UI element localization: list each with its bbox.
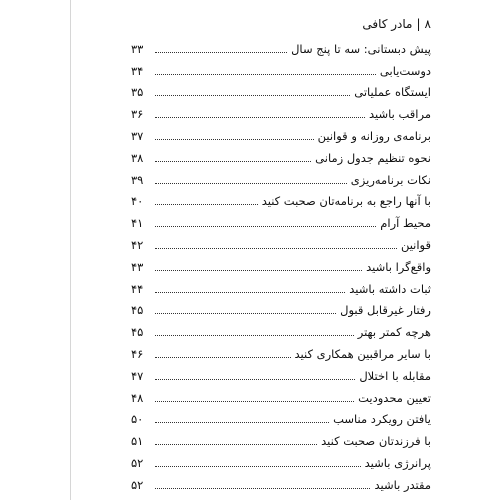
toc-entry — [131, 407, 431, 429]
toc-title: واقع‌گرا باشید — [366, 259, 431, 274]
toc-entry — [131, 145, 431, 167]
toc-entry — [131, 123, 431, 145]
toc-entry — [131, 450, 431, 472]
toc-entry — [131, 58, 431, 80]
dot-leader — [155, 444, 317, 445]
dot-leader — [155, 422, 329, 423]
toc-entry — [131, 472, 431, 494]
toc-entry — [131, 276, 431, 298]
toc-entry — [131, 363, 431, 385]
toc-page-number: ۴۵ — [131, 303, 144, 318]
toc-page-number: ۴۷ — [131, 368, 144, 383]
toc-entry — [131, 36, 431, 58]
dot-leader — [155, 183, 347, 184]
toc-title: نکات برنامه‌ریزی — [350, 172, 431, 187]
toc-page-number: ۳۶ — [131, 107, 144, 122]
toc-title: ثبات داشته باشید — [349, 281, 431, 296]
toc-page-number: ۳۷ — [131, 128, 144, 143]
toc-entry — [131, 189, 431, 211]
toc-entry — [131, 80, 431, 102]
toc-page-number: ۴۵ — [131, 325, 144, 340]
header-book-title: مادر کافی — [362, 17, 413, 31]
toc-entry — [131, 254, 431, 276]
toc-title: دوست‌یابی — [379, 63, 431, 78]
toc-title: تعیین محدودیت — [358, 390, 431, 405]
toc-page-number: ۳۳ — [131, 41, 144, 56]
toc-title: پرانرژی باشید — [364, 455, 431, 470]
dot-leader — [155, 401, 354, 402]
toc-page-number: ۳۴ — [131, 63, 144, 78]
dot-leader — [155, 226, 376, 227]
toc-title: مقتدر باشید — [374, 477, 431, 492]
book-page — [70, 0, 439, 500]
toc-page-number: ۴۱ — [131, 216, 144, 231]
toc-page-number: ۵۱ — [131, 434, 144, 449]
dot-leader — [155, 139, 314, 140]
toc-entry — [131, 210, 431, 232]
dot-leader — [155, 74, 376, 75]
toc-page-number: ۳۹ — [131, 172, 144, 187]
toc-page-number: ۴۳ — [131, 259, 144, 274]
toc-title: با سایر مراقبین همکاری کنید — [294, 346, 431, 361]
dot-leader — [155, 52, 287, 53]
dot-leader — [155, 292, 345, 293]
toc-page-number: ۳۵ — [131, 85, 144, 100]
dot-leader — [155, 357, 291, 358]
toc-title: قوانین — [400, 237, 431, 252]
toc-page-number: ۵۲ — [131, 455, 144, 470]
dot-leader — [155, 466, 361, 467]
dot-leader — [155, 161, 311, 162]
toc-entry — [131, 385, 431, 407]
toc-page-number: ۵۲ — [131, 477, 144, 492]
dot-leader — [155, 488, 370, 489]
toc-title: مراقب باشید — [369, 107, 431, 122]
toc-title: محیط آرام — [380, 216, 431, 231]
toc-page-number: ۴۲ — [131, 237, 144, 252]
dot-leader — [155, 204, 258, 205]
header-page-number: ۸ — [424, 17, 431, 31]
toc-title: نحوه تنظیم جدول زمانی — [315, 150, 431, 165]
toc-page-number: ۴۰ — [131, 194, 144, 209]
toc-page-number: ۴۶ — [131, 346, 144, 361]
toc-title: رفتار غیرقابل قبول — [340, 303, 431, 318]
toc-title: با فرزندتان صحبت کنید — [321, 434, 431, 449]
toc-title: ایستگاه عملیاتی — [354, 85, 431, 100]
toc-title: هرچه کمتر بهتر — [357, 325, 431, 340]
toc-title: پیش دبستانی: سه تا پنج سال — [291, 41, 431, 56]
table-of-contents — [131, 36, 431, 494]
dot-leader — [155, 379, 355, 380]
page-header — [362, 17, 431, 31]
toc-page-number: ۴۴ — [131, 281, 144, 296]
toc-entry — [131, 167, 431, 189]
toc-entry — [131, 101, 431, 123]
toc-entry — [131, 428, 431, 450]
toc-page-number: ۳۸ — [131, 150, 144, 165]
toc-entry — [131, 298, 431, 320]
toc-entry — [131, 319, 431, 341]
dot-leader — [155, 248, 397, 249]
toc-title: مقابله با اختلال — [359, 368, 431, 383]
header-separator: | — [416, 17, 421, 31]
toc-title: با آنها راجع به برنامه‌تان صحبت کنید — [261, 194, 431, 209]
toc-entry — [131, 341, 431, 363]
toc-entry — [131, 232, 431, 254]
dot-leader — [155, 335, 354, 336]
toc-page-number: ۴۸ — [131, 390, 144, 405]
dot-leader — [155, 95, 350, 96]
toc-title: یافتن رویکرد مناسب — [333, 412, 431, 427]
dot-leader — [155, 313, 336, 314]
dot-leader — [155, 117, 365, 118]
dot-leader — [155, 270, 362, 271]
toc-title: برنامه‌ی روزانه و قوانین — [317, 128, 431, 143]
toc-page-number: ۵۰ — [131, 412, 144, 427]
